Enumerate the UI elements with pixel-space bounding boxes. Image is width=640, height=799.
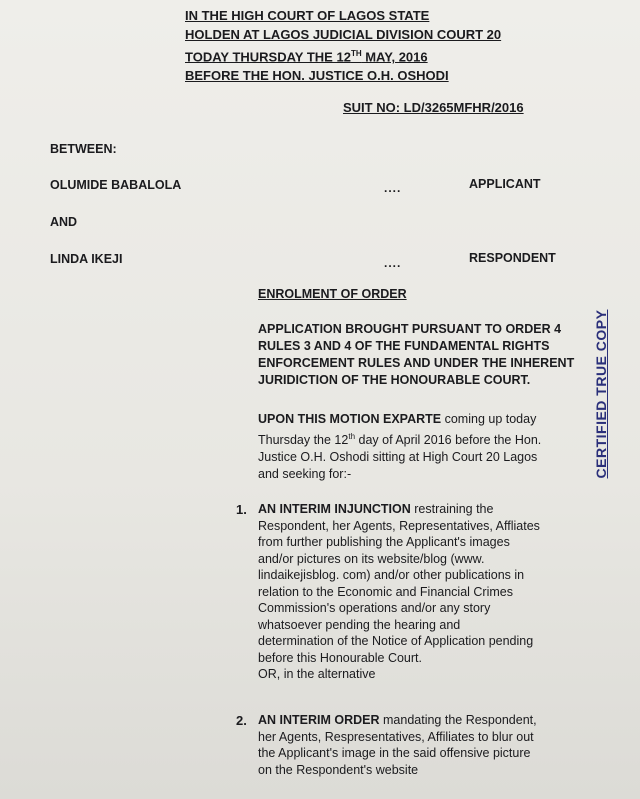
header-date-suffix: TH: [350, 49, 362, 58]
court-header: [185, 6, 502, 85]
item-1-number: 1.: [236, 502, 247, 517]
respondent-role: RESPONDENT: [469, 251, 556, 265]
and-label: AND: [50, 215, 78, 229]
respondent-name: LINDA IKEJI: [50, 252, 123, 266]
stamp-text: CERTIFIED TRUE COPY: [593, 309, 609, 479]
header-line-4: BEFORE THE HON. JUSTICE O.H. OSHODI: [185, 68, 449, 84]
motion-paragraph: [258, 411, 588, 483]
header-date-month: MAY, 2016: [361, 49, 428, 65]
motion-text-2: day of April 2016 before the Hon. Justice O.H. Oshodi sitting at High Court 20 Lagos and seeking for:-: [258, 433, 542, 482]
header-line-1: IN THE HIGH COURT OF LAGOS STATE: [185, 8, 430, 23]
enrolment-title: ENROLMENT OF ORDER: [258, 287, 407, 301]
applicant-dots: ....: [384, 181, 402, 195]
item-1-lead: AN INTERIM INJUNCTION: [258, 502, 411, 516]
item-2-body: mandating the Respondent, her Agents, Respresentatives, Affiliates to blur out the Applicant's image in the said offensive picture on the Respondent's website: [258, 713, 537, 777]
application-text: APPLICATION BROUGHT PURSUANT TO ORDER 4 RULES 3 AND 4 OF THE FUNDAMENTAL RIGHTS ENFORCEMENT RULES AND UNDER THE INHERENT JURIDICTION OF THE HONOURABLE COURT.: [258, 322, 575, 387]
applicant-role: APPLICANT: [469, 177, 541, 191]
applicant-name: OLUMIDE BABALOLA: [50, 178, 182, 192]
header-line-2: HOLDEN AT LAGOS JUDICIAL DIVISION COURT 20: [185, 27, 502, 42]
between-label: BETWEEN:: [50, 142, 117, 156]
item-1-body: restraining the Respondent, her Agents, Representatives, Affliates from further publishing the Applicant's images and/or pictures on its website/blog (www. lindaikejisblog. com) and/or other publications in relation to the Economic and Financial Crimes Commission's operations and/or any story whatsoever pending the hearing and determination of the Notice of Application pending before this Honourable Court. OR, in the alternative: [258, 502, 540, 681]
respondent-dots: ....: [384, 256, 402, 270]
header-line-3: [185, 44, 485, 66]
item-1-text: [258, 501, 580, 683]
motion-lead: UPON THIS MOTION EXPARTE: [258, 412, 442, 426]
header-date-text: TODAY THURSDAY THE 12: [185, 49, 351, 65]
item-2-number: 2.: [236, 713, 247, 728]
certified-true-copy-stamp: [586, 302, 616, 487]
motion-date-suffix: th: [348, 432, 356, 441]
motion-text-1: coming up today Thursday the 12: [258, 412, 537, 448]
suit-number: SUIT NO: LD/3265MFHR/2016: [343, 100, 524, 115]
item-2-lead: AN INTERIM ORDER: [258, 713, 380, 727]
item-2-text: [258, 712, 580, 778]
